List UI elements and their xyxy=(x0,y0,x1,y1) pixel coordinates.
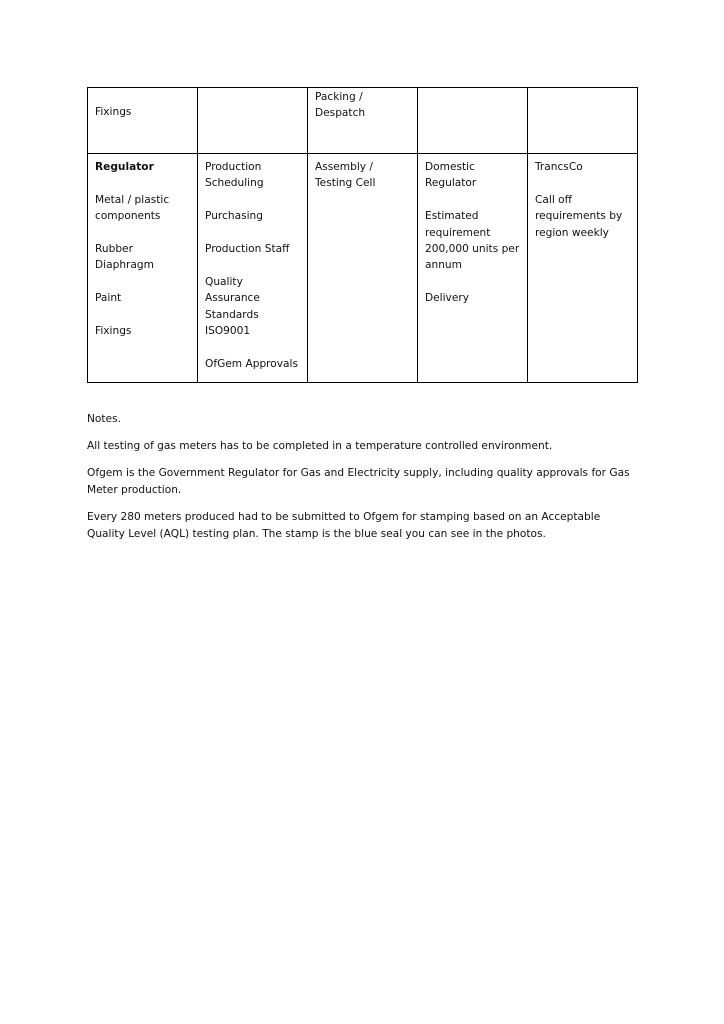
note-paragraph: All testing of gas meters has to be completed in a temperature controlled environment. xyxy=(87,440,553,452)
cell-text: Standards xyxy=(205,308,259,321)
cell-text: Purchasing xyxy=(205,210,263,223)
table-cell xyxy=(528,154,638,383)
cell-text: TrancsCo xyxy=(535,161,583,173)
table-cell xyxy=(198,154,308,383)
table-cell xyxy=(198,88,308,154)
table-cell xyxy=(418,88,528,154)
cell-text: Quality xyxy=(205,275,243,288)
table-cell xyxy=(308,154,418,383)
cell-text: Scheduling xyxy=(205,177,264,190)
cell-text: ISO9001 xyxy=(205,325,251,338)
cell-text: Call off xyxy=(535,193,572,206)
cell-text: Metal / plastic xyxy=(95,193,170,206)
table-cell xyxy=(88,154,198,383)
cell-text: requirements by xyxy=(535,210,623,223)
cell-text: Production Staff xyxy=(205,243,290,255)
cell-text: Packing / xyxy=(315,91,363,103)
cell-text: Assurance xyxy=(205,292,260,305)
cell-text: Fixings xyxy=(95,106,132,118)
cell-text: Rubber xyxy=(95,243,133,255)
cell-text: Production xyxy=(205,161,262,173)
cell-text: Diaphragm xyxy=(95,259,154,272)
cell-text: Domestic xyxy=(425,161,475,173)
cell-heading: Regulator xyxy=(95,161,154,173)
note-paragraph: Every 280 meters produced had to be submitted to Ofgem for stamping based on an Acceptable Quality Level (AQL) testing plan. The stamp is the blue seal you can see in the photos. xyxy=(87,511,601,540)
cell-text: OfGem Approvals xyxy=(205,357,299,370)
cell-text: region weekly xyxy=(535,226,609,239)
cell-text: Estimated xyxy=(425,210,479,223)
table-cell xyxy=(308,88,418,154)
cell-text: 200,000 units per xyxy=(425,243,520,256)
table-cell xyxy=(418,154,528,383)
notes-section xyxy=(87,411,637,553)
cell-text: Testing Cell xyxy=(315,177,376,190)
table-row xyxy=(88,88,638,154)
cell-text: Fixings xyxy=(95,325,132,337)
table-row xyxy=(88,154,638,383)
cell-text: Paint xyxy=(95,292,122,305)
table-cell xyxy=(528,88,638,154)
notes-heading: Notes. xyxy=(87,413,121,425)
cell-text: components xyxy=(95,210,161,223)
cell-text: requirement xyxy=(425,226,491,239)
table-cell xyxy=(88,88,198,154)
cell-text: Regulator xyxy=(425,177,477,190)
cell-text: annum xyxy=(425,259,462,272)
cell-text: Delivery xyxy=(425,292,469,305)
note-paragraph: Ofgem is the Government Regulator for Gas and Electricity supply, including quality approvals for Gas Meter production. xyxy=(87,467,630,496)
process-table xyxy=(87,87,638,383)
cell-text: Despatch xyxy=(315,107,366,120)
cell-text: Assembly / xyxy=(315,161,373,173)
